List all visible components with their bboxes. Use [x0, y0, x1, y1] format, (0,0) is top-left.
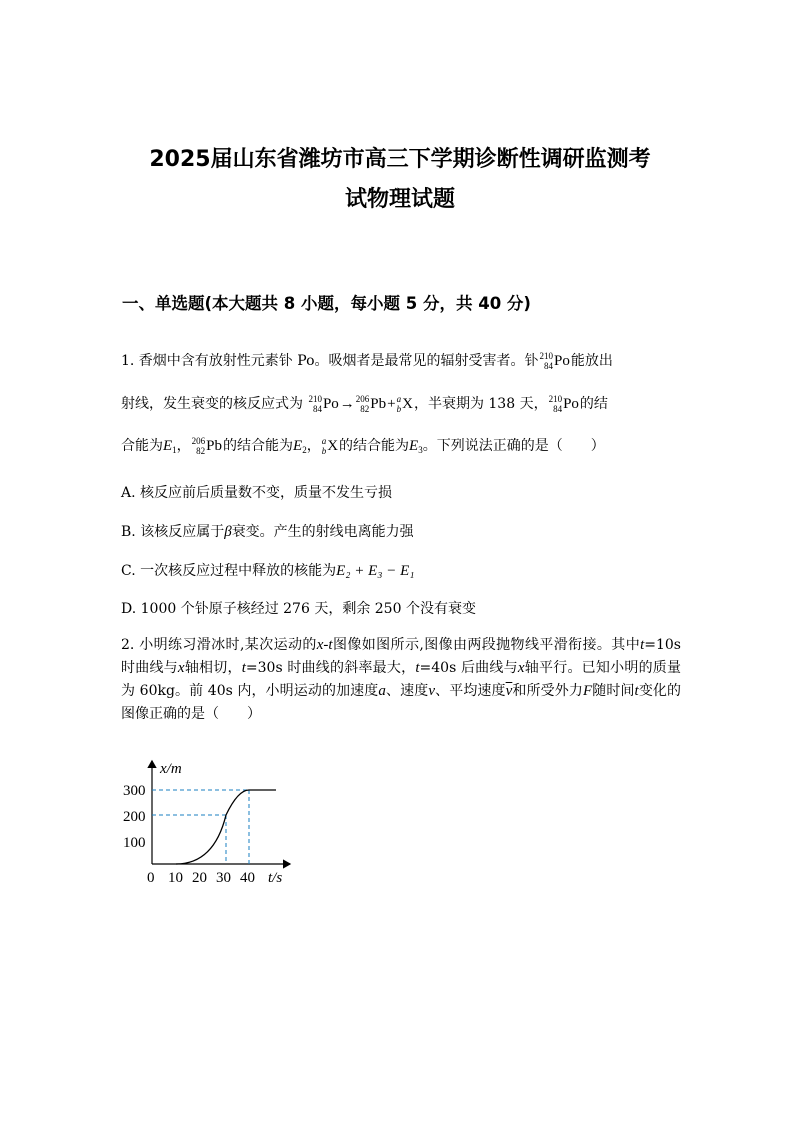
q2-text-10: 和所受外力: [512, 683, 583, 699]
reaction-plus: +: [387, 396, 396, 412]
q2-vbar: $\overline{v}$: [505, 683, 513, 699]
q2-text-11: 随时间: [592, 683, 635, 699]
q2-f: F: [582, 683, 593, 699]
nuclide-po: [549, 394, 579, 414]
q1-text-1b: 能放出: [570, 353, 613, 369]
q2-text-6: =40s 后曲线与: [419, 660, 518, 676]
q2-x2: x: [517, 660, 525, 676]
po-mass: 210: [308, 394, 322, 404]
po-z: 84: [553, 404, 563, 414]
po-z: 84: [312, 404, 322, 414]
xt-graph: [110, 755, 310, 890]
option-b-text-2: 衰变。产生的射线电离能力强: [231, 524, 414, 540]
e3-symbol: [409, 438, 423, 454]
q2-text-7: 轴平行。已知小明的质量为 60kg。前 40s 内，小明运动的加速度: [121, 660, 682, 699]
q1-text-3c: 的结合能为: [223, 438, 294, 454]
x-tick-10: 10: [168, 870, 183, 886]
nuclide-pb: [192, 436, 222, 456]
q2-x1: x: [177, 660, 185, 676]
pb-mass: 206: [191, 436, 206, 446]
q1-text-3a: 合能为: [121, 438, 163, 454]
q1-text-2a: 射线，发生衰变的核反应式为: [121, 396, 308, 412]
question-2: [121, 634, 681, 726]
nuclide-po: [540, 351, 570, 371]
q2-t4: t: [634, 683, 639, 699]
beta-symbol: β: [224, 524, 232, 540]
option-a: A. 核反应前后质量数不变，质量不发生亏损: [121, 485, 393, 501]
option-c-expression: E₂ + E₃ − E₁: [336, 563, 415, 579]
q2-text-1: 2. 小明练习滑冰时,某次运动的: [121, 637, 317, 653]
q2-text-8: 、速度: [385, 683, 429, 699]
e3-sub: 3: [418, 445, 423, 455]
x-tick-40: 40: [240, 870, 255, 886]
option-c: [121, 560, 415, 580]
nuclide-pb: [356, 394, 386, 414]
x-tick-30: 30: [216, 870, 231, 886]
q1-text-3b: ，: [176, 438, 191, 454]
q1-line-2: [121, 393, 608, 414]
x-tick-0: 0: [147, 870, 155, 886]
q2-text-5: =30s 时曲线的斜率最大，: [245, 660, 416, 676]
q2-text-12: 变化的图像正确的是（ ）: [121, 683, 682, 722]
pb-mass: 206: [355, 394, 370, 404]
x-symbol: X: [327, 437, 339, 454]
q2-a: a: [378, 683, 386, 699]
x-mass: a: [396, 394, 402, 404]
x-mass: a: [321, 436, 327, 446]
po-mass: 210: [548, 394, 563, 404]
q2-xt: x-t: [316, 637, 333, 653]
q2-text-2: 图像如图所示,图像由两段抛物线平滑衔接。其中: [332, 637, 641, 653]
q2-v: v: [428, 683, 435, 699]
po-symbol: Po: [563, 395, 579, 412]
q1-text-3e: 的结合能为: [339, 438, 410, 454]
y-axis-label: x/m: [160, 761, 182, 777]
pb-symbol: Pb: [370, 395, 387, 412]
e2-letter: E: [293, 438, 303, 454]
q2-text-4: 轴相切，: [184, 660, 242, 676]
option-b: [121, 521, 414, 541]
title-line-1: 2025届山东省潍坊市高三下学期诊断性调研监测考: [149, 147, 651, 172]
x-symbol: X: [402, 395, 413, 412]
q1-text-3f: 。下列说法正确的是（ ）: [422, 438, 605, 454]
option-c-text: C. 一次核反应过程中释放的核能为: [121, 563, 337, 579]
po-symbol: Po: [554, 352, 570, 369]
q1-text-2b: ，半衰期为 138 天，: [413, 396, 548, 412]
y-tick-200: 200: [123, 809, 146, 825]
nuclide-x: [397, 394, 413, 414]
q2-t3: t: [415, 660, 420, 676]
q2-text-9: 、平均速度: [435, 683, 506, 699]
nuclide-po: [308, 394, 338, 414]
q1-line-3: [121, 435, 605, 456]
q1-text-1a: 1. 香烟中含有放射性元素钋 Po。吸烟者是最常见的辐射受害者。钋: [121, 353, 539, 369]
x-tick-20: 20: [192, 870, 207, 886]
q2-text-3: =10s 时曲线与: [121, 637, 681, 676]
q1-text-3d: ，: [306, 438, 321, 454]
y-tick-300: 300: [123, 783, 146, 799]
e2-symbol: [293, 438, 307, 454]
x-z: b: [321, 446, 327, 456]
section-heading: 一、单选题(本大题共 8 小题，每小题 5 分，共 40 分): [122, 294, 531, 313]
e1-symbol: [163, 438, 177, 454]
q2-t2: t: [241, 660, 246, 676]
po-symbol: Po: [322, 395, 339, 412]
pb-z: 82: [196, 446, 206, 456]
reaction-arrow: →: [339, 396, 355, 412]
pb-symbol: Pb: [206, 437, 223, 454]
e1-letter: E: [163, 438, 173, 454]
q1-line-1: [121, 350, 613, 371]
e3-letter: E: [409, 438, 419, 454]
po-mass: 210: [539, 351, 554, 361]
option-b-text-1: B. 该核反应属于: [121, 524, 225, 540]
po-z: 84: [544, 361, 554, 371]
e1-sub: 1: [172, 445, 177, 455]
document-title: [110, 140, 690, 220]
q1-text-2c: 的结: [579, 396, 608, 412]
nuclide-x: [322, 436, 338, 456]
q2-t1: t: [640, 637, 645, 653]
pb-z: 82: [360, 404, 370, 414]
e2-sub: 2: [302, 445, 307, 455]
x-z: b: [396, 404, 402, 414]
title-line-2: 试物理试题: [344, 187, 455, 212]
x-axis-label: t/s: [268, 870, 283, 886]
option-d: D. 1000 个钋原子核经过 276 天，剩余 250 个没有衰变: [121, 601, 476, 617]
y-tick-100: 100: [123, 835, 146, 851]
